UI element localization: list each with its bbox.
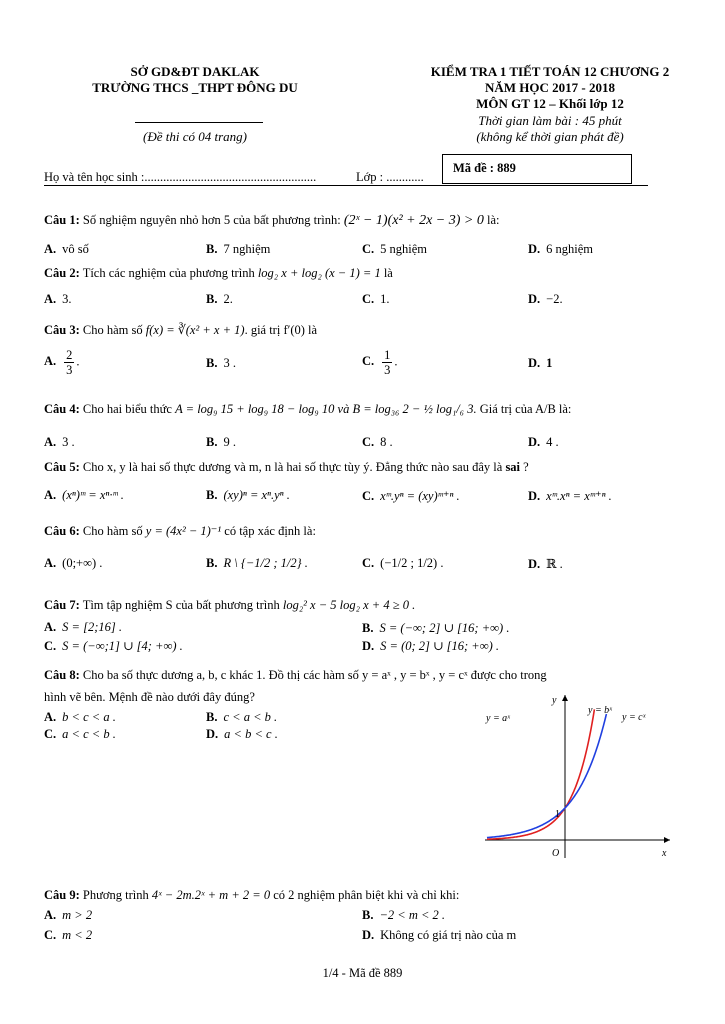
option-d[interactable]: D. a < b < c . bbox=[206, 727, 278, 741]
question-2: Câu 2: Tích các nghiệm của phương trình log₂ x + log₂ (x − 1) = 1 là bbox=[44, 266, 393, 280]
option-d[interactable]: D. 1 bbox=[528, 356, 553, 370]
option-d[interactable]: D. S = (0; 2] ∪ [16; +∞) . bbox=[362, 639, 500, 653]
question-label: Câu 1: bbox=[44, 213, 80, 227]
school-dept: SỞ GD&ĐT DAKLAK bbox=[130, 64, 260, 79]
page-footer: 1/4 - Mã đề 889 bbox=[322, 966, 403, 980]
question-text: Số nghiệm nguyên nhỏ hơn 5 của bất phương trình: bbox=[82, 213, 341, 227]
option-c[interactable]: C. (−1/2 ; 1/2) . bbox=[362, 556, 444, 570]
option-a[interactable]: A. S = [2;16] . bbox=[44, 620, 122, 634]
school-year: NĂM HỌC 2017 - 2018 bbox=[485, 80, 615, 95]
exam-code-box bbox=[442, 154, 632, 184]
label-b: y = bˣ bbox=[588, 705, 613, 716]
option-d[interactable]: D. 4 . bbox=[528, 435, 559, 449]
option-c[interactable]: C. xᵐ.yⁿ = (xy)ᵐ⁺ⁿ . bbox=[362, 489, 460, 503]
option-b[interactable]: B. 9 . bbox=[206, 435, 236, 449]
option-a[interactable]: A. m > 2 bbox=[44, 908, 93, 922]
option-d[interactable]: D. Không có giá trị nào của m bbox=[362, 928, 517, 942]
question-8-line2: hình vẽ bên. Mệnh đề nào dưới đây đúng? bbox=[44, 690, 255, 704]
header-divider bbox=[135, 122, 263, 123]
question-5: Câu 5: Cho x, y là hai số thực dương và m, n là hai số thực tùy ý. Đẳng thức nào sau đây là sai ? bbox=[44, 460, 529, 474]
exam-title: KIỂM TRA 1 TIẾT TOÁN 12 CHƯƠNG 2 bbox=[430, 64, 670, 79]
option-b[interactable]: B. (xy)ⁿ = xⁿ.yⁿ . bbox=[206, 488, 290, 502]
option-c[interactable]: C. a < c < b . bbox=[44, 727, 116, 741]
option-a[interactable]: A. vô số bbox=[44, 242, 89, 256]
subject: MÔN GT 12 – Khối lớp 12 bbox=[476, 96, 624, 111]
question-3: Câu 3: Cho hàm số f(x) = ∛(x² + x + 1). giá trị f′(0) là bbox=[44, 323, 318, 337]
label-a: y = aˣ bbox=[486, 713, 511, 724]
option-a[interactable]: A. $\frac{2}{3}$ . bbox=[44, 348, 80, 377]
school-name: TRƯỜNG THCS _THPT ĐÔNG DU bbox=[92, 80, 298, 95]
option-b[interactable]: B. R \ {−1/2 ; 1/2} . bbox=[206, 556, 308, 570]
intercept-label: 1 bbox=[555, 809, 560, 820]
question-7: Câu 7: Tìm tập nghiệm S của bất phương trình log₂² x − 5 log₂ x + 4 ≥ 0 . bbox=[44, 598, 416, 612]
option-c[interactable]: C. 1. bbox=[362, 292, 390, 306]
option-a[interactable]: A. b < c < a . bbox=[44, 710, 116, 724]
option-a[interactable]: A. (0;+∞) . bbox=[44, 556, 103, 570]
option-d[interactable]: D. −2. bbox=[528, 292, 563, 306]
time-limit: Thời gian làm bài : 45 phút bbox=[478, 113, 622, 128]
origin-label: O bbox=[552, 848, 560, 859]
option-b[interactable]: B. c < a < b . bbox=[206, 710, 278, 724]
option-d[interactable]: D. 6 nghiệm bbox=[528, 242, 594, 256]
exam-code: Mã đề : 889 bbox=[453, 161, 516, 175]
question-4: Câu 4: Cho hai biểu thức A = log₉ 15 + log₉ 18 − log₉ 10 và B = log₃₆ 2 − ½ log₁/₆ 3. Giá trị của A/B là: bbox=[44, 402, 572, 416]
option-c[interactable]: C. 5 nghiệm bbox=[362, 242, 428, 256]
class-field: Lớp : ............ bbox=[356, 170, 424, 184]
question-math: (2ˣ − 1)(x² + 2x − 3) > 0 bbox=[343, 213, 484, 228]
curve-c bbox=[487, 714, 606, 838]
option-b[interactable]: B. 2. bbox=[206, 292, 233, 306]
curve-b bbox=[487, 709, 594, 839]
x-axis-label: x bbox=[662, 848, 667, 859]
label-c: y = cˣ bbox=[622, 712, 646, 723]
y-axis-label: y bbox=[552, 695, 557, 706]
option-b[interactable]: B. 3 . bbox=[206, 356, 236, 370]
option-a[interactable]: A. 3 . bbox=[44, 435, 75, 449]
option-c[interactable]: C. S = (−∞;1] ∪ [4; +∞) . bbox=[44, 639, 183, 653]
option-d[interactable]: D. xᵐ.xⁿ = xᵐ⁺ⁿ . bbox=[528, 489, 612, 503]
question-8: Câu 8: Cho ba số thực dương a, b, c khác 1. Đồ thị các hàm số y = aˣ , y = bˣ , y = cˣ được cho trong bbox=[44, 668, 547, 682]
option-b[interactable]: B. −2 < m < 2 . bbox=[362, 908, 446, 922]
question-1 bbox=[44, 213, 499, 229]
option-c[interactable]: C. $\frac{1}{3}$ . bbox=[362, 348, 398, 377]
option-a[interactable]: A. (xⁿ)ᵐ = xⁿ·ᵐ . bbox=[44, 488, 124, 502]
y-axis-arrow bbox=[562, 695, 568, 701]
question-tail: là: bbox=[486, 213, 500, 227]
option-c[interactable]: C. 8 . bbox=[362, 435, 393, 449]
option-b[interactable]: B. 7 nghiệm bbox=[206, 242, 271, 256]
student-name-field: Họ và tên học sinh :....................................................... bbox=[44, 170, 317, 184]
option-c[interactable]: C. m < 2 bbox=[44, 928, 93, 942]
exponential-graph bbox=[470, 690, 680, 860]
x-axis-arrow bbox=[664, 837, 670, 843]
question-6: Câu 6: Cho hàm số y = (4x² − 1)⁻¹ có tập xác định là: bbox=[44, 524, 316, 538]
option-b[interactable]: B. S = (−∞; 2] ∪ [16; +∞) . bbox=[362, 621, 510, 635]
option-d[interactable]: D. ℝ . bbox=[528, 557, 563, 571]
question-9: Câu 9: Phương trình 4ˣ − 2m.2ˣ + m + 2 = 0 có 2 nghiệm phân biệt khi và chỉ khi: bbox=[44, 888, 460, 902]
option-a[interactable]: A. 3. bbox=[44, 292, 72, 306]
student-underline bbox=[44, 185, 648, 186]
time-note: (không kể thời gian phát đề) bbox=[476, 129, 624, 144]
page-count-note: (Đề thi có 04 trang) bbox=[143, 129, 247, 144]
